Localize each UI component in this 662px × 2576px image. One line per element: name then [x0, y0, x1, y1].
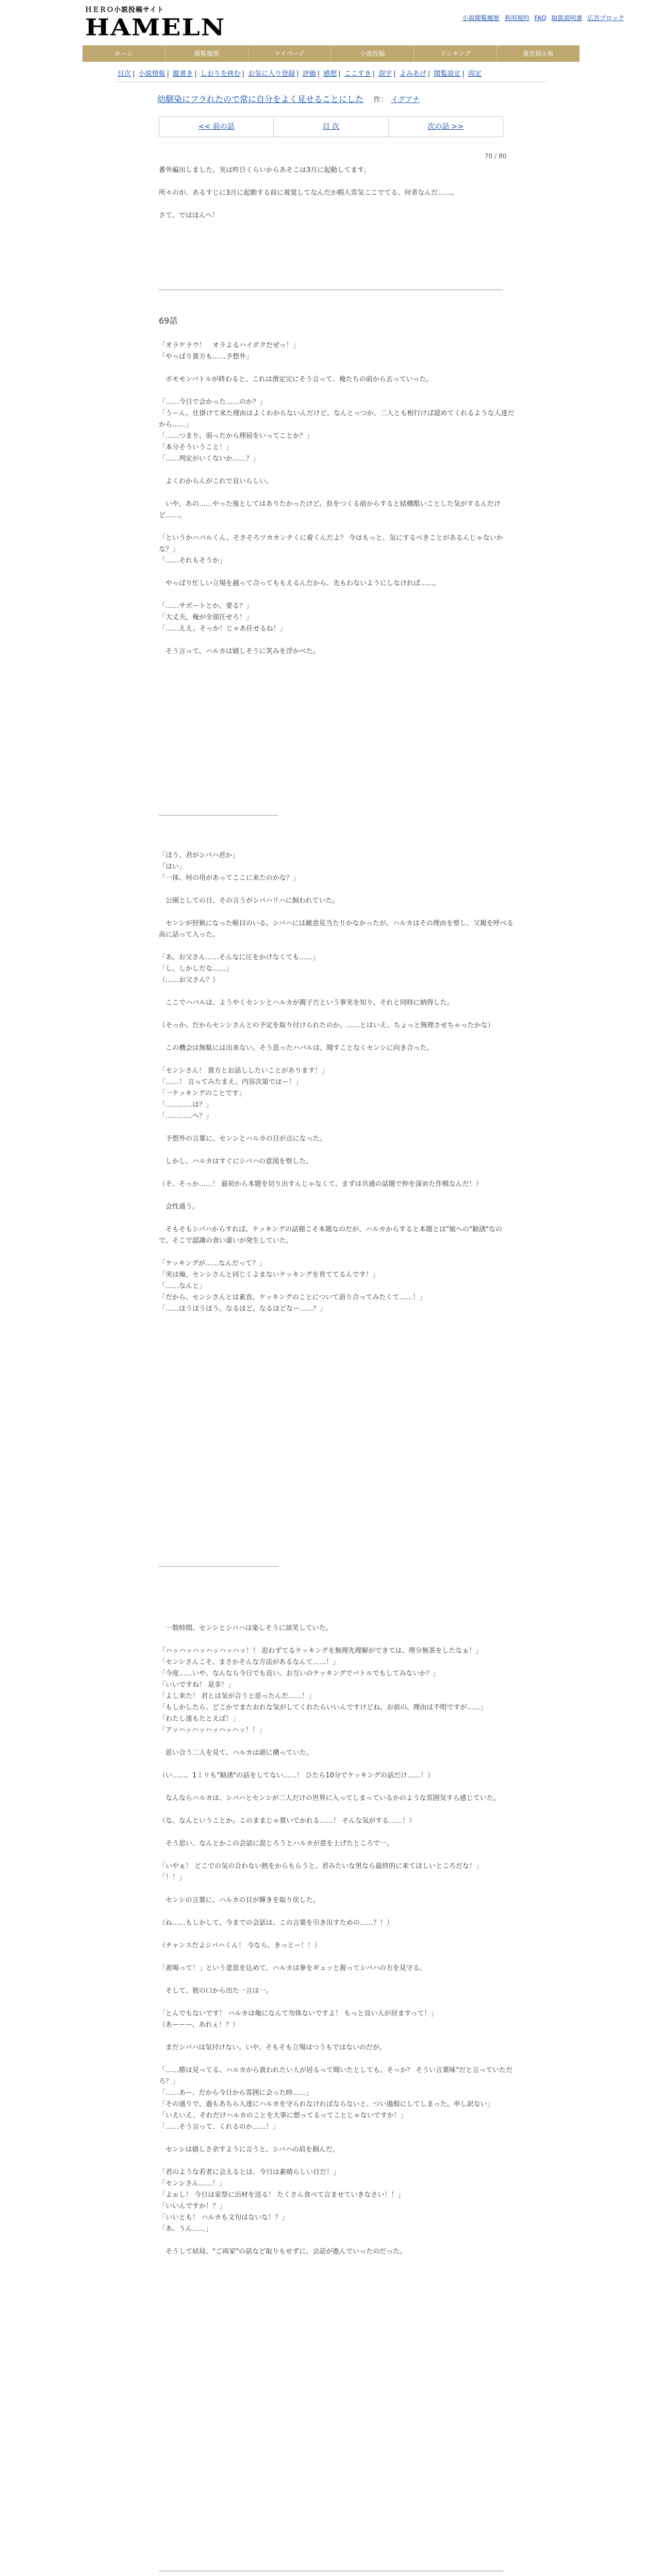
- toplink-manual[interactable]: 取扱説明書: [551, 14, 583, 22]
- blank-line: [159, 1884, 515, 1895]
- blank-line: [159, 567, 515, 578]
- text-line: 「だから、センシさんとは素直、ケッキングのことについて語り合ってみたくて……！」: [159, 1294, 426, 1301]
- text-line: 「いやぁ！ どこでの気の合わない熱をからもらうと、君みたいな男なら最終的に来てほしいところだな！」: [159, 1862, 483, 1870]
- text-line: 「わたし達もたとえば！」: [159, 1715, 240, 1723]
- subnav-bookmark[interactable]: しおりを挟む: [200, 70, 241, 78]
- chapter-text-2: [159, 850, 515, 1315]
- subnav-fixed[interactable]: 固定: [468, 70, 482, 78]
- chapter-text-1: [159, 340, 515, 657]
- subnav-info[interactable]: 小説情報: [138, 70, 166, 78]
- gnav-mypage[interactable]: マイページ: [249, 45, 332, 62]
- novel-subnav: 目次 | 小説情報 | 縦書き | しおりを挟む | お気に入り登録 | 評価 | 感想 | ここすき | 誤字 | よみあげ | 閲覧設定 | 固定: [118, 70, 482, 78]
- subnav-vertical[interactable]: 縦書き: [173, 70, 193, 78]
- gnav-board[interactable]: 運営掲示板: [523, 50, 554, 57]
- blank-line: [159, 1974, 515, 1986]
- toplink-terms[interactable]: 利用規約: [504, 14, 529, 22]
- logo-text: HAMELN: [85, 13, 226, 41]
- text-line: 「……！ 言ってみたまえ。内容次第ではー！」: [159, 1078, 302, 1086]
- blank-line: [159, 589, 515, 601]
- blank-line: [159, 521, 515, 533]
- blank-line: [159, 1634, 515, 1646]
- text-line: いや、あの……やった後としてはありたかったけど。負をつくる前からすると結構酷いことした気がするんだけど……。: [159, 500, 501, 519]
- text-line: しかし、ハルカはすぐにシバハの意図を察した。: [159, 1158, 313, 1165]
- text-line: 「オラケラウ！ オラよるハイボクだぜっ！」: [159, 342, 300, 349]
- text-line: 「！！」: [159, 1874, 186, 1882]
- text-line: この機会は無駄には出来ない。そう思ったハバルは、聞すことなくセンシに向き合った。: [159, 1044, 434, 1052]
- blank-line: [159, 1031, 515, 1043]
- text-line: 「……ほうほうほう。なるほど。なるほどなー……？」: [159, 1305, 327, 1313]
- subnav-review[interactable]: 感想: [323, 70, 337, 78]
- chapter-counter: 70 / 80: [485, 152, 507, 160]
- text-line: 「センシさん！ 貴方とお話ししたいことがあります！」: [159, 1067, 328, 1075]
- text-line: まだシバハは気付けない。いや、そもそも立場はつうもではないのだが。: [159, 2044, 386, 2052]
- text-line: 「アッハッハッハッハッハッ！！」: [159, 1726, 266, 1734]
- divider: [116, 81, 546, 82]
- text-line: 「…………へ？」: [159, 1112, 213, 1120]
- novel-title[interactable]: 幼馴染にフラれたので常に自分をよく見せることにした: [157, 94, 364, 104]
- blank-line: [159, 2054, 515, 2065]
- text-line: 「ハッハッハッハッハッハッ！！ 思わずてるケッキングを無理先理解ができては、理分無茶をしたなぁ！」: [159, 1647, 483, 1655]
- text-line: 「本分そういうこと！」: [159, 444, 233, 451]
- text-line: 思い合う二人を見て、ハルカは頭に構っていた。: [159, 1749, 313, 1757]
- text-line: 「ケッキングが……なんだって？」: [159, 1260, 266, 1267]
- text-line: （……お父さん？）: [159, 976, 220, 984]
- text-line: なんならハルカは、シバハとセンシが二人だけの世界に入ってしまっているかのような雰囲気すら感じていた。: [159, 1794, 500, 1802]
- text-line: 公園としての日、その言うがシバハリハに飼われていた。: [159, 897, 339, 905]
- text-line: 「実は俺、センシさんと同じくよまないケッキングを育ててるんです！」: [159, 1271, 379, 1279]
- blank-line: [159, 1145, 515, 1156]
- text-line: 「はい」: [159, 863, 186, 871]
- blank-line: [159, 1782, 515, 1793]
- text-line: 「とんでもないです！ ハルカは俺になんて勿体ないですよ！ もっと良い人が居ますって！」: [159, 2010, 438, 2018]
- text-line: センシが狩猟になった帳目のいる。シバハには敵意見当たりかなかったが、ハルカはその理由を察し、父親を呼べる高に話って入った。: [159, 920, 514, 939]
- subnav-favorite[interactable]: お気に入り登録: [248, 70, 295, 78]
- blank-line: [159, 2031, 515, 2042]
- text-line: 所々のが、あるすじに3月に起動する前に視覚してなんだか暇人雰気ここでてる、何者なんだ……。: [159, 189, 458, 197]
- text-line: 「……それもそうか」: [159, 557, 226, 565]
- blank-line: [159, 941, 515, 952]
- author-line: [373, 96, 420, 104]
- text-line: 「やっぱり貴方も……予想外」: [159, 353, 253, 361]
- gnav-home[interactable]: ホーム: [82, 45, 166, 62]
- text-line: 「あ、うん……」: [159, 2225, 212, 2233]
- text-line: 「……判定がいくないか……？」: [159, 455, 260, 463]
- text-line: 「あ、お父さん……そんなに圧をかけなくても……」: [159, 954, 320, 961]
- blank-line: [159, 1736, 515, 1748]
- blank-line: [159, 1759, 515, 1770]
- author-label: 作：: [373, 96, 388, 104]
- text-line: 会性通う。: [159, 1203, 200, 1211]
- text-line: 「センシさんこそ、まさかそんな方法があるなんて……！」: [159, 1658, 340, 1666]
- text-line: 「よぉし！ 今日は家祭に出材を送る！ たくさん食べて言ませていきなさい！！」: [159, 2191, 405, 2199]
- text-line: 「いいんですか！？」: [159, 2202, 226, 2210]
- text-line: 「……今日で会かった……のか？」: [159, 398, 267, 406]
- text-line: 「今度……いや、なんなら今日でも良い。お互いのケッキングでバトルでもしてみないか？」: [159, 1670, 440, 1677]
- blank-line: [159, 2156, 515, 2167]
- blank-line: [159, 1167, 515, 1179]
- text-line: 「よし来た！ 君とは気が合うと思ったんだ……！」: [159, 1692, 316, 1700]
- text-line: センシの言葉に、ハルカの目が輝きを取り戻した。: [159, 1896, 320, 1904]
- text-line: さて、ではほんへ！: [159, 212, 219, 219]
- text-line: センシは嬉しさ余すように言うと、シバハの肩を掴んだ。: [159, 2146, 339, 2154]
- text-line: 「一体、何の用があってここに来たのかな？」: [159, 874, 300, 882]
- author-link[interactable]: イグアナ: [391, 96, 420, 104]
- prev-chapter-link[interactable]: << 前の話: [159, 117, 274, 137]
- text-line: （チャンスだよシバハくん！ 今なら、きっとー！！）: [159, 1942, 321, 1950]
- blank-line: [159, 1929, 515, 1940]
- chapter-text-3: [159, 1623, 515, 2258]
- text-line: ポモモンバトルが終わると、これは滑定完にそう言って、俺たちの前から去っていった。: [159, 376, 433, 383]
- text-line: （あーーー、あれぇ！？）: [159, 2021, 239, 2029]
- text-line: 「……あー、だから今日から雰囲に会った時……」: [159, 2089, 313, 2097]
- text-line: 「というかハバルくん、そさそろツカカンチくに着くんだよ？ 今はもっと、気にするべきことがあるんじゃないかな？」: [159, 534, 503, 553]
- separator: [159, 1566, 278, 1567]
- blank-line: [159, 884, 515, 895]
- blank-line: [159, 1827, 515, 1838]
- blank-line: [159, 1054, 515, 1065]
- text-line: 「うーん。仕掛けて来た理由はよくわからないんだけど、なんとっつか、二人とも相行けば認めてくれるような人達だから……」: [159, 410, 515, 429]
- blank-line: [159, 363, 515, 374]
- blank-line: [159, 1952, 515, 1963]
- blank-line: [159, 1009, 515, 1020]
- blank-line: [159, 2133, 515, 2144]
- blank-line: [159, 635, 515, 646]
- toplink-history[interactable]: 小説閲覧履歴: [462, 14, 500, 22]
- text-line: やっぱり忙しい立場を越って合ってももえるんだから、先もわないようにしなければ……。: [159, 580, 441, 587]
- novel-title-row: [157, 93, 420, 105]
- text-line: そう思い、なんとかこの会話に混じろうとハルカが意を上げたところで一。: [159, 1840, 393, 1848]
- text-line: 「し、しかしだな……」: [159, 965, 233, 973]
- chapter-title: 69話: [159, 316, 178, 326]
- blank-line: [159, 1850, 515, 1861]
- text-line: 「……なんと」: [159, 1282, 206, 1290]
- gnav-post[interactable]: 小説投稿: [331, 45, 414, 62]
- text-line: （な、なんということか。このままじゃ置いてかれる……！ そんな気がする……！）: [159, 1817, 416, 1825]
- text-line: 「……つまり、弱ったから理屈をいってことか？」: [159, 432, 313, 440]
- preface-text: [159, 165, 515, 222]
- text-line: （い……、1ミリも"勧誘"の話をしてない……！ ひたら10分でケッキングの話だけ……！）: [159, 1772, 434, 1780]
- pager-top: [159, 116, 503, 137]
- text-line: 「大丈夫。俺が全部任せろ！」: [159, 614, 253, 621]
- subnav-kokosuki[interactable]: ここすき: [344, 70, 371, 78]
- logo-tagline: ＨＥＲＯ小説投稿サイト: [85, 6, 164, 14]
- text-line: 「……勝は見ってる、ハルカから貴われたい人が居るって聞いたとしても、そっか？ そうい言葉味"だと言っていただろ？」: [159, 2066, 513, 2086]
- text-line: そもそもシバハからすれば、ケッキングの話題こそ本題なのだが、ハルカからすると本題とは"娘への"勧誘"なので、そこで認識の食い違いが発生していた。: [159, 1226, 502, 1245]
- text-line: ここでハバルは、ようやくセンシとハルカが親子だという事実を知り、それと同時に納得した。: [159, 999, 454, 1007]
- blank-line: [159, 1122, 515, 1133]
- text-line: 「……サポートとか、要る？」: [159, 602, 253, 610]
- subnav-index[interactable]: 目次: [118, 70, 131, 78]
- index-link[interactable]: 目 次: [274, 117, 388, 137]
- blank-line: [159, 907, 515, 918]
- text-line: よくわからんがこれで良いらしい。: [159, 478, 273, 485]
- text-line: 番外編出しました。実は昨日くらいからあそこは3月に起動してます。: [159, 166, 371, 174]
- text-line: 「……そう言って、くれるのか……！」: [159, 2123, 279, 2131]
- gnav-ranking[interactable]: ランキング: [414, 45, 497, 62]
- global-nav: [82, 45, 580, 62]
- text-line: 「一ケッキングのことです」: [159, 1090, 245, 1097]
- next-chapter-link[interactable]: 次の話 >>: [427, 123, 464, 131]
- top-links: [461, 13, 626, 22]
- blank-line: [159, 465, 515, 476]
- blank-line: [159, 2235, 515, 2246]
- blank-line: [159, 1213, 515, 1224]
- blank-line: [159, 487, 515, 499]
- text-line: 「いいですね！ 是非！」: [159, 1681, 235, 1689]
- text-line: そして、彼の口から出た一言は一。: [159, 1987, 273, 1995]
- subnav-typo[interactable]: 誤字: [378, 70, 392, 78]
- text-line: 「……ええ。そっか！じゃあ任せるね！」: [159, 625, 287, 633]
- text-line: 一数時間、センシとシバハは楽しそうに談笑していた。: [159, 1624, 333, 1632]
- blank-line: [159, 1247, 515, 1258]
- text-line: 「いいとも！ ハルカも文句はないな！？」: [159, 2214, 289, 2222]
- text-line: 「その通りで、過もあちら人達にハルカを守られなければならないと、つい過般にしてしまった。申し訳ない」: [159, 2100, 494, 2108]
- text-line: 「…………は？」: [159, 1101, 213, 1109]
- text-line: そうして結局、"ご両家"の話など取りもせずに、会話が進んでいったのだった。: [159, 2248, 406, 2256]
- gnav-history[interactable]: 閲覧履歴: [166, 45, 249, 62]
- blank-line: [159, 1997, 515, 2008]
- text-line: そう言って、ハルカは嬉しそうに笑みを浮かべた。: [159, 648, 320, 655]
- subnav-settings[interactable]: 閲覧設定: [434, 70, 461, 78]
- blank-line: [159, 199, 515, 210]
- text-line: 「いえいえ、それだけハルカのことを大事に想ってるってことじゃないですか！」: [159, 2112, 407, 2120]
- blank-line: [159, 1906, 515, 1918]
- blank-line: [159, 986, 515, 997]
- separator: [159, 815, 278, 816]
- blank-line: [159, 1804, 515, 1816]
- toplink-faq[interactable]: FAQ: [534, 14, 547, 22]
- blank-line: [159, 1190, 515, 1201]
- text-line: 「センシさん……！」: [159, 2180, 226, 2188]
- text-line: 「羨喝って！」という意思を込めて、ハルカは拳をギュッと握ってシバハの方を見守る。: [159, 1964, 426, 1972]
- text-line: 予想外の言葉に、センシとハルカの目が点になった。: [159, 1135, 326, 1143]
- site-logo[interactable]: [85, 4, 226, 41]
- text-line: 「君のような若者に会えるとは、今日は素晴らしい日だ！」: [159, 2168, 340, 2176]
- text-line: （ね……もしかして、今までの会話は、この言葉を引き出すための……？！）: [159, 1919, 393, 1927]
- header: [0, 0, 662, 42]
- subnav-tts[interactable]: よみあげ: [399, 70, 426, 78]
- blank-line: [159, 176, 515, 188]
- text-line: 「もしかしたら、どこかでまたおれな気がしてくれたらいいんですけどね。お前の、理由は不明ですが……」: [159, 1704, 487, 1711]
- subnav-rate[interactable]: 評価: [302, 70, 316, 78]
- toplink-adblock[interactable]: 広告ブロック: [587, 14, 624, 22]
- text-line: （そっか。だからセンシさんとの予定を取り付けられたのか。……とはいえ、ちょっと無理させちゃったかな）: [159, 1022, 494, 1029]
- blank-line: [159, 385, 515, 397]
- text-line: 「ほう、君がシバハ君か」: [159, 852, 239, 859]
- text-line: （そ、そっか……！ 最初から本題を切り出すんじゃなくて、まずは共通の話題で仲を深めた作戦なんだ！）: [159, 1180, 483, 1188]
